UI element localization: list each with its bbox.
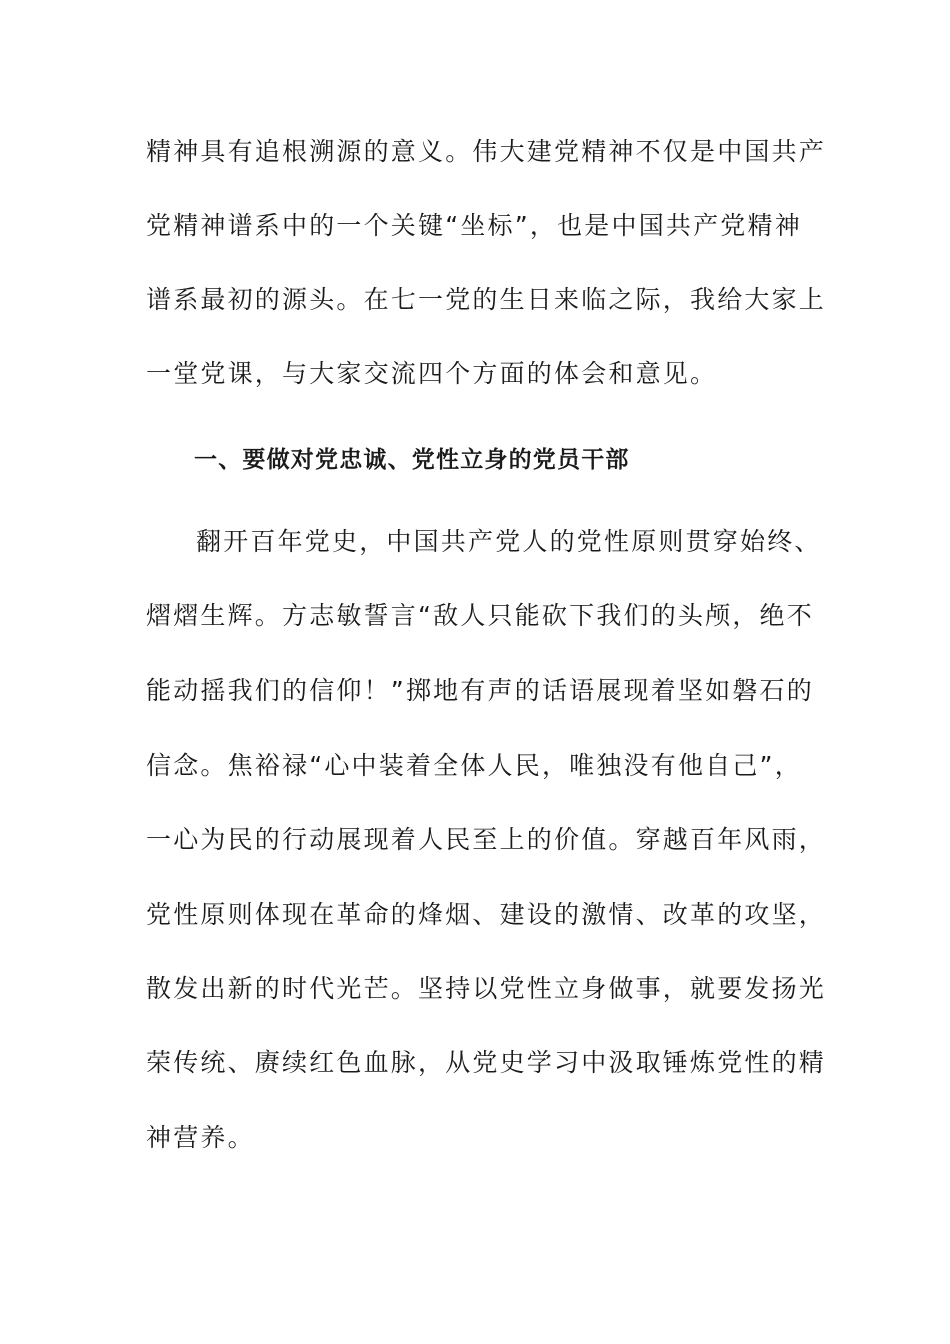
- paragraph-line: 翻开百年党史，中国共产党人的党性原则贯穿始终、: [196, 527, 822, 556]
- paragraph-line: 熠熠生辉。方志敏誓言“敌人只能砍下我们的头颅，绝不: [146, 601, 814, 630]
- paragraph-line: 党性原则体现在革命的烽烟、建设的激情、改革的攻坚，: [146, 900, 827, 929]
- paragraph-line: 神营养。: [146, 1123, 255, 1152]
- section-heading: 一、要做对党忠诚、党性立身的党员干部: [194, 447, 630, 473]
- paragraph-line: 一心为民的行动展现着人民至上的价值。穿越百年风雨，: [146, 825, 827, 854]
- paragraph-line: 信念。焦裕禄“心中装着全体人民，唯独没有他自己”，: [146, 751, 802, 780]
- paragraph-line: 党精神谱系中的一个关键“坐标”，也是中国共产党精神: [146, 211, 802, 240]
- paragraph-line: 荣传统、赓续红色血脉，从党史学习中汲取锤炼党性的精: [146, 1048, 827, 1077]
- paragraph-line: 能动摇我们的信仰！”掷地有声的话语展现着坚如磐石的: [146, 676, 814, 705]
- paragraph-line: 精神具有追根溯源的意义。伟大建党精神不仅是中国共产: [146, 137, 827, 166]
- paragraph-line: 散发出新的时代光芒。坚持以党性立身做事，就要发扬光: [146, 974, 827, 1003]
- paragraph-line: 谱系最初的源头。在七一党的生日来临之际，我给大家上: [146, 285, 827, 314]
- paragraph-line: 一堂党课，与大家交流四个方面的体会和意见。: [146, 359, 718, 388]
